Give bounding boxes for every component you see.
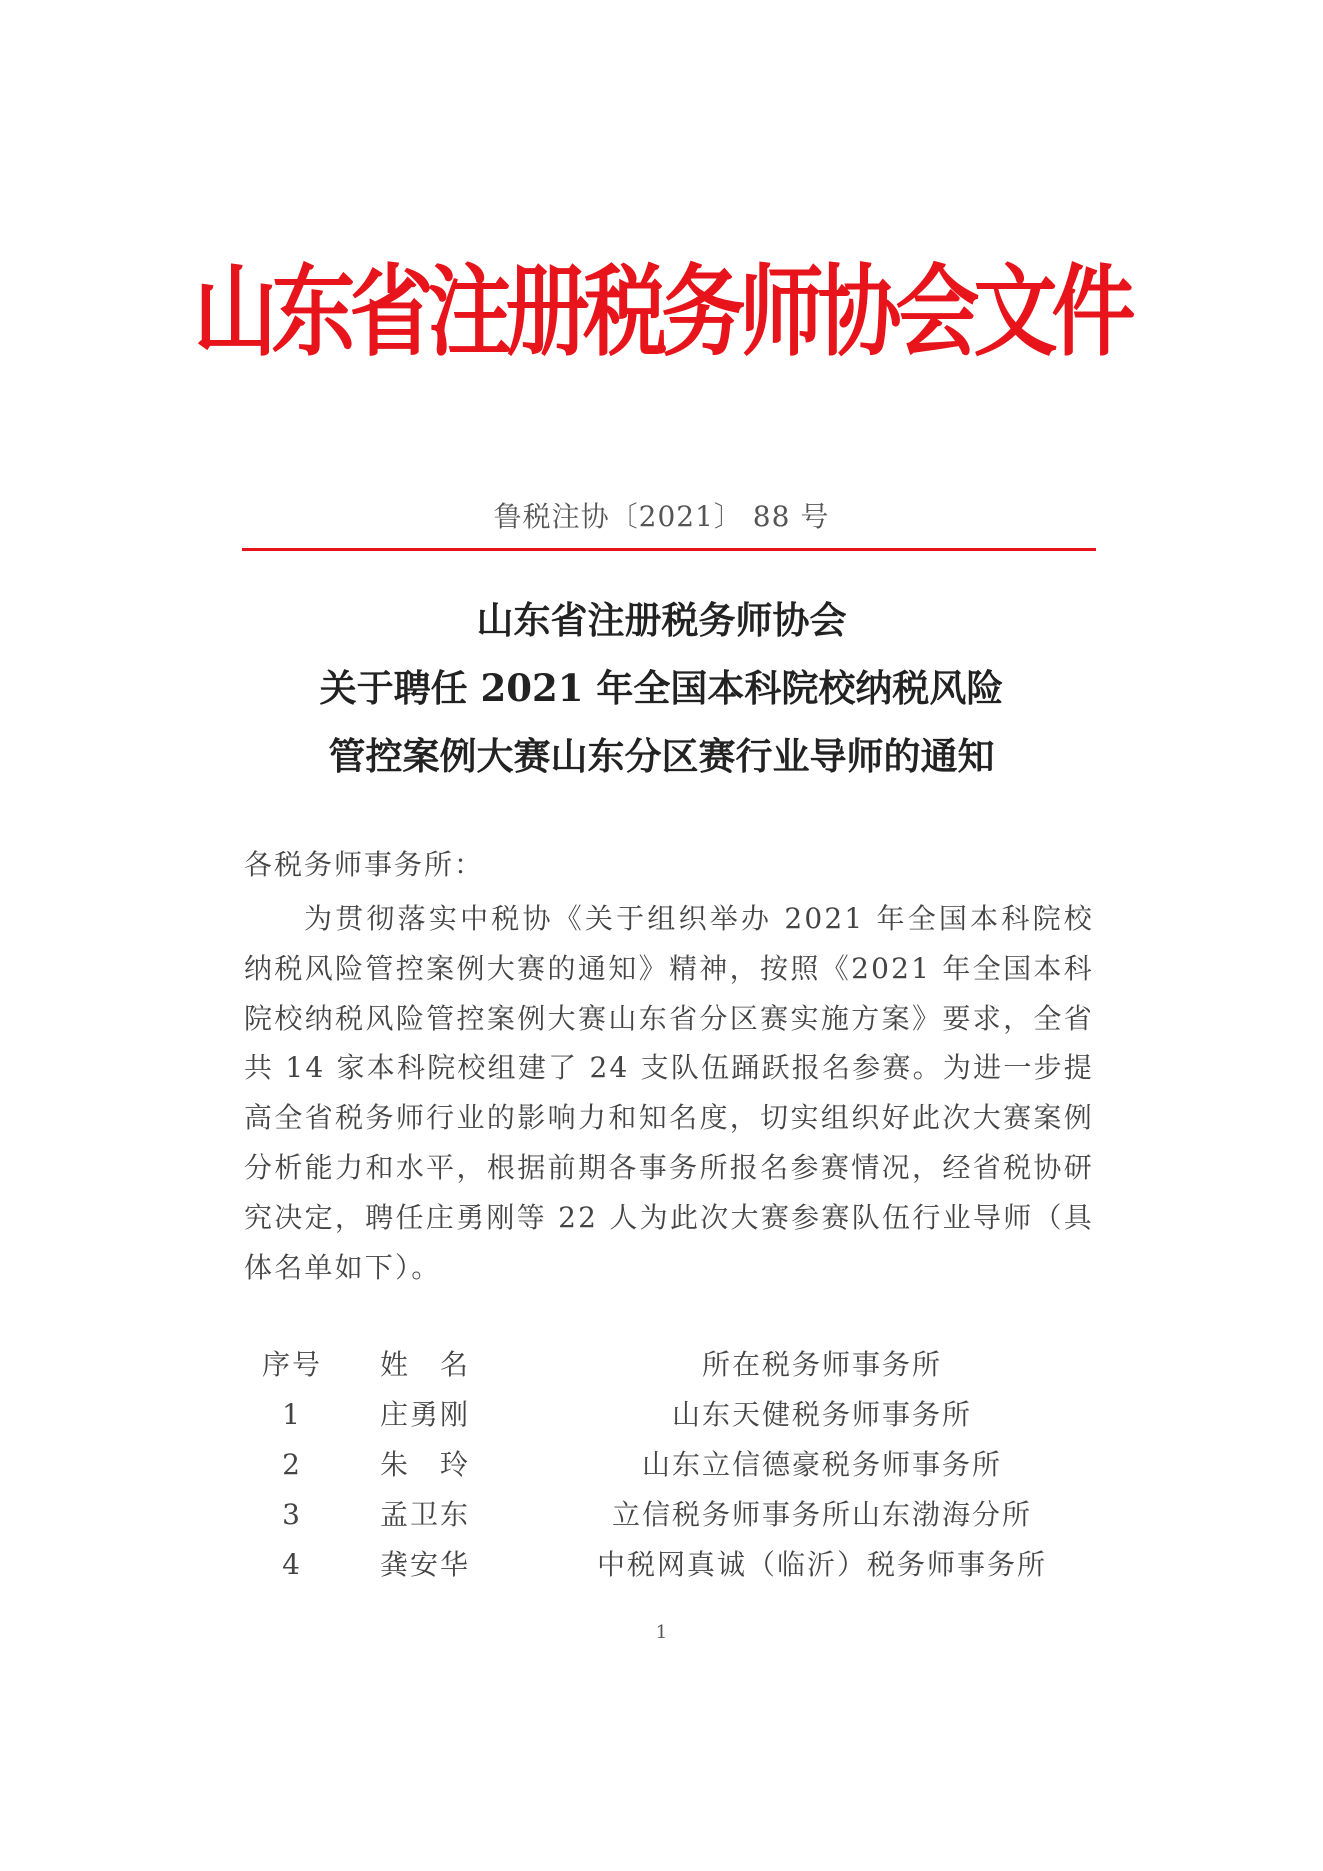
page-number: 1 [655,1622,668,1643]
notice-title [0,586,1323,790]
row-name: 孟卫东 [379,1498,470,1531]
title-line: 管控案例大赛山东分区赛行业导师的通知 [328,734,995,778]
row-firm: 山东立信德豪税务师事务所 [641,1448,1002,1481]
body-paragraph: 为贯彻落实中税协《关于组织举办 2021 年全国本科院校纳税风险管控案例大赛的通知》精神，按照《2021 年全国本科院校纳税风险管控案例大赛山东省分区赛实施方案》要求，全省共 14 家本科院校组建了 24 支队伍踊跃报名参赛。为进一步提高全省税务师行业的影响力和知名度，切实组织好此次大赛案例分析能力和水平，根据前期各事务所报名参赛情况，经省税协研究决定，聘任庄勇刚等 22 人为此次大赛参赛队伍行业导师（具体名单如下）。 [244,902,1094,1284]
mentor-table [244,1340,1094,1590]
row-number: 4 [282,1548,302,1581]
table-row [244,1440,1094,1490]
table-row [244,1390,1094,1440]
row-number: 1 [282,1398,302,1431]
header-name: 姓 名 [379,1348,470,1381]
table-row [244,1490,1094,1540]
row-number: 3 [282,1498,302,1531]
row-firm: 中税网真诚（临沂）税务师事务所 [596,1548,1047,1581]
red-divider [242,548,1096,551]
title-line: 关于聘任 2021 年全国本科院校纳税风险 [319,666,1004,710]
table-row [244,1540,1094,1590]
row-firm: 立信税务师事务所山东渤海分所 [611,1498,1032,1531]
masthead-title: 山东省注册税务师协会文件 [193,253,1130,370]
row-firm: 山东天健税务师事务所 [671,1398,972,1431]
row-name: 朱 玲 [379,1448,470,1481]
row-name: 龚安华 [379,1548,470,1581]
document-number: 鲁税注协〔2021〕 88 号 [493,500,830,533]
title-line: 山东省注册税务师协会 [476,598,847,642]
table-header-row [244,1340,1094,1390]
header-number: 序号 [261,1348,322,1381]
row-number: 2 [282,1448,302,1481]
header-firm: 所在税务师事务所 [701,1348,942,1381]
row-name: 庄勇刚 [379,1398,470,1431]
salutation: 各税务师事务所： [244,848,485,881]
